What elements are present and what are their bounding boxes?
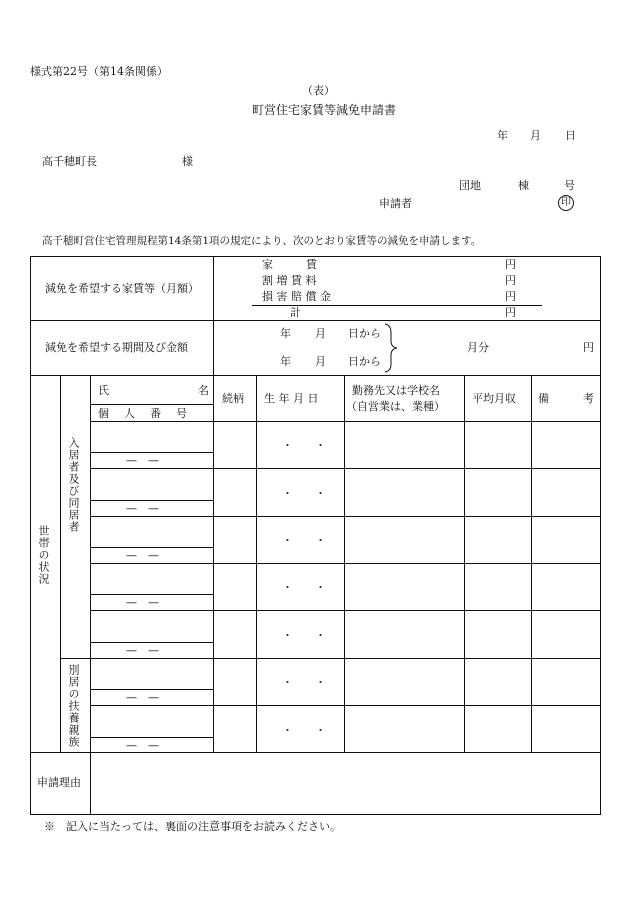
rent-unit-yen: 円 (505, 258, 516, 271)
rent-item-surcharge: 割 増 賃 料 (262, 274, 317, 287)
personal-number-dash: — — (126, 454, 159, 467)
header-workplace-2: （自営業は、業種） (346, 400, 445, 413)
date-day-label: 日 (565, 129, 576, 142)
personal-number-dash: — — (126, 691, 159, 704)
footnote: ※ 記入に当たっては、裏面の注意事項をお読みください。 (44, 820, 341, 833)
personal-number-dash: — — (126, 502, 159, 515)
header-remarks-1: 備 (538, 392, 549, 405)
period-to-month: 月 (315, 355, 326, 368)
birthdate-dots: ・ ・ (282, 438, 326, 452)
form-number: 様式第22号（第14条関係） (30, 65, 168, 78)
personal-number-dash: — — (126, 549, 159, 562)
birthdate-dots: ・ ・ (282, 628, 326, 642)
header-birthdate: 生 年 月 日 (264, 392, 319, 405)
addressee-honorific: 様 (182, 155, 193, 168)
birthdate-dots: ・ ・ (282, 675, 326, 689)
rent-total-label: 計 (290, 306, 301, 319)
rent-unit-yen: 円 (505, 274, 516, 287)
cohabitants-label: 入居者及び同居者 (67, 437, 80, 533)
header-name-1: 氏 (98, 384, 109, 397)
reason-label: 申請理由 (37, 776, 81, 789)
header-personal-number: 個 人 番 号 (98, 407, 189, 420)
complex-tou-label: 棟 (518, 179, 529, 192)
header-workplace-1: 勤務先又は学校名 (352, 384, 440, 397)
date-month-label: 月 (530, 129, 541, 142)
birthdate-dots: ・ ・ (282, 723, 326, 737)
personal-number-dash: — — (126, 596, 159, 609)
rent-item-damages: 損 害 賠 償 金 (262, 290, 331, 303)
rent-unit-yen: 円 (505, 290, 516, 303)
period-from-month: 月 (315, 327, 326, 340)
period-to-day: 日から (348, 355, 381, 368)
page-title: 町営住宅家賃等減免申請書 (252, 103, 397, 117)
period-months-suffix: 月分 (467, 341, 489, 354)
personal-number-dash: — — (126, 644, 159, 657)
header-name-2: 名 (198, 384, 209, 397)
period-from-day: 日から (348, 327, 381, 340)
personal-number-dash: — — (126, 739, 159, 752)
period-brace (385, 324, 397, 372)
birthdate-dots: ・ ・ (282, 580, 326, 594)
period-section-label: 減免を希望する期間及び金額 (45, 341, 188, 354)
complex-danchi-label: 団地 (459, 179, 481, 192)
seal-mark: 印 (558, 195, 574, 211)
rent-section-label: 減免を希望する家賃等（月額） (45, 282, 199, 295)
household-section-label: 世帯の状況 (37, 525, 50, 585)
rent-item-rent: 家 賃 (262, 258, 317, 271)
intro-text: 高千穂町営住宅管理規程第14条第1項の規定により、次のとおり家賃等の減免を申請します。 (42, 235, 482, 247)
form-side-label: （表） (302, 84, 335, 97)
applicant-label: 申請者 (379, 197, 412, 210)
period-yen: 円 (583, 341, 594, 354)
complex-gou-label: 号 (564, 179, 575, 192)
addressee-name: 高千穂町長 (42, 155, 97, 168)
header-income: 平均月収 (472, 392, 516, 405)
header-relation: 続柄 (222, 392, 244, 405)
period-from-year: 年 (280, 327, 291, 340)
birthdate-dots: ・ ・ (282, 533, 326, 547)
date-year-label: 年 (497, 129, 508, 142)
birthdate-dots: ・ ・ (282, 486, 326, 500)
dependents-label: 別居の扶養親族 (67, 664, 80, 748)
header-remarks-2: 考 (583, 392, 594, 405)
rent-unit-yen: 円 (505, 306, 516, 319)
period-to-year: 年 (280, 355, 291, 368)
